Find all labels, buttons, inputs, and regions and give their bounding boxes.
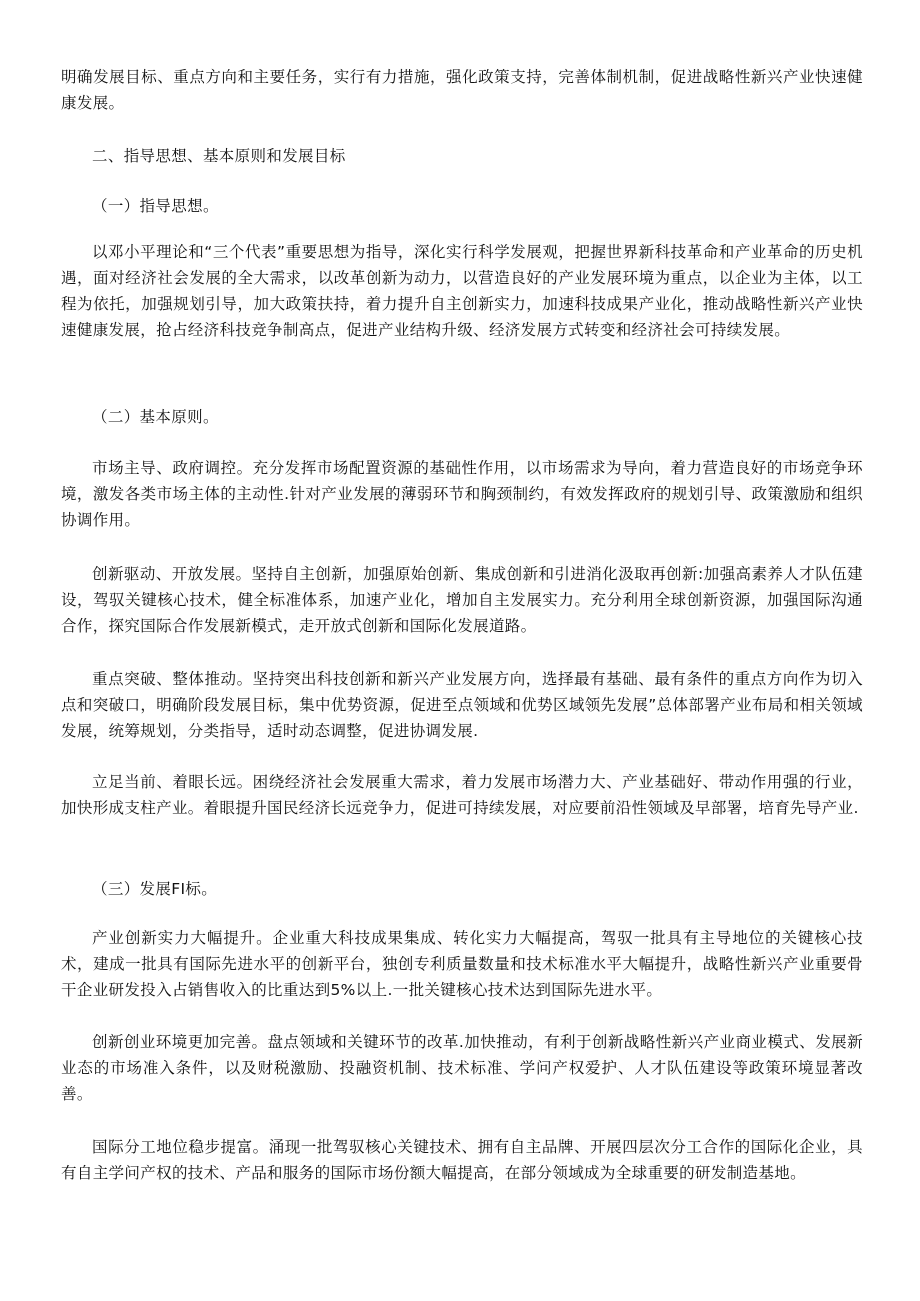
subheading-basic-principles: （二）基本原则。 (92, 408, 219, 426)
subheading-development-goals: （三）发展FI标。 (92, 880, 218, 898)
paragraph-key-breakthrough: 重点突破、整体推动。坚持突出科技创新和新兴产业发展方向，选择最有基础、最有条件的重点方向作为切入点和突破口，明确阶段发展目标，集中优势资源，促进至点领域和优势区域领先发展”总体部署产业布局和相关领域发展，统筹规划，分类指导，适时动态调整，促进协调发展. (61, 670, 863, 740)
paragraph-long-term: 立足当前、着眼长远。困绕经济社会发展重大需求，着力发展市场潜力大、产业基础好、带动作用强的行业，加快形成支柱产业。着眼提升国民经济长远竞争力，促进可持续发展，对应要前沿性领域及早部署，培育先导产业. (61, 773, 863, 817)
paragraph-guiding-thought: 以邓小平理论和“三个代表”重要思想为指导，深化实行科学发展观，把握世界新科技革命和产业革命的历史机遇，面对经济社会发展的全大需求，以改革创新为动力，以营造良好的产业发展环境为重点，以企业为主体，以工程为依托，加强规划引导，加大政策扶持，着力提升自主创新实力，加速科技成果产业化，推动战略性新兴产业快速健康发展，抢占经济科技竞争制高点，促进产业结构升级、经济发展方式转变和经济社会可持续发展。 (61, 243, 863, 339)
paragraph-market-led: 市场主导、政府调控。充分发挥市场配置资源的基础性作用，以市场需求为导向，着力营造良好的市场竞争环境，激发各类市场主体的主动性.针对产业发展的薄弱环节和胸颈制约，有效发挥政府的规划引导、政策激励和组织协调作用。 (61, 459, 863, 529)
paragraph-innovation-driven: 创新驱动、开放发展。坚持自主创新，加强原始创新、集成创新和引进消化汲取再创新:加强高素养人才队伍建设，驾驭关键核心技术，健全标准体系，加速产业化，增加自主发展实力。充分利用全球创新资源，加强国际沟通合作，探究国际合作发展新模式，走开放式创新和国际化发展道路。 (61, 565, 863, 635)
paragraph-intro-continuation: 明确发展目标、重点方向和主要任务，实行有力措施，强化政策支持，完善体制机制，促进战略性新兴产业快速健康发展。 (61, 68, 863, 112)
section-heading-guiding-principles: 二、指导思想、基本原则和发展目标 (92, 147, 346, 165)
paragraph-international-position: 国际分工地位稳步提富。涌现一批驾驭核心关键技术、拥有自主品牌、开展四层次分工合作的国际化企业，具有自主学问产权的技术、产品和服务的国际市场份额大幅提高，在部分领域成为全球重要的研发制造基地。 (61, 1138, 863, 1182)
paragraph-innovation-capacity: 产业创新实力大幅提升。企业重大科技成果集成、转化实力大幅提高，驾驭一批具有主导地位的关键核心技术，建成一批具有国际先进水平的创新平台，独创专利质量数量和技术标准水平大幅提升，战略性新兴产业重要骨干企业研发投入占销售收入的比重达到5%以上.一批关键核心技术达到国际先进水平。 (61, 929, 863, 999)
subheading-guiding-thought: （一）指导思想。 (92, 197, 219, 215)
paragraph-entrepreneurship-environment: 创新创业环境更加完善。盘点领域和关键环节的改革.加快推动，有利于创新战略性新兴产业商业模式、发展新业态的市场准入条件，以及财税激励、投融资机制、技术标准、学问产权爱护、人才队伍建设等政策环境显著改善。 (61, 1033, 863, 1103)
